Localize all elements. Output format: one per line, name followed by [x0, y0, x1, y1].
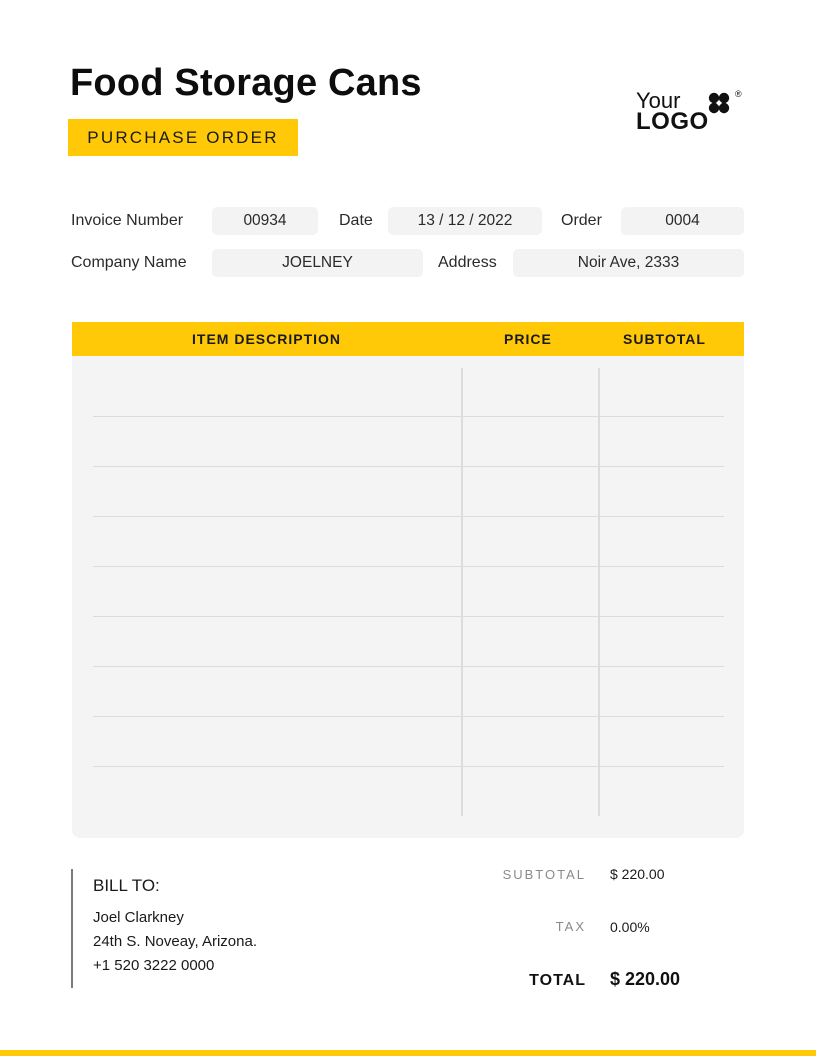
clover-icon: [707, 92, 731, 114]
header-price: PRICE: [504, 331, 552, 347]
document-title: Food Storage Cans: [70, 62, 422, 104]
logo-line-your: Your: [636, 88, 681, 113]
items-table-body: [72, 356, 744, 838]
subtotal-label: SUBTOTAL: [502, 867, 586, 882]
row-divider: [93, 416, 724, 417]
purchase-order-badge: [68, 119, 298, 156]
footer-accent-bar: [0, 1050, 816, 1056]
row-divider: [93, 516, 724, 517]
row-divider: [93, 766, 724, 767]
purchase-order-label: PURCHASE ORDER: [87, 127, 279, 147]
subtotal-value: $ 220.00: [610, 866, 665, 882]
bill-to-name: Joel Clarkney: [93, 909, 184, 926]
row-divider: [93, 466, 724, 467]
invoice-number-field[interactable]: 00934: [212, 207, 318, 235]
bill-to-heading: BILL TO:: [93, 876, 160, 895]
total-value: $ 220.00: [610, 969, 681, 989]
company-name-label: Company Name: [71, 254, 187, 271]
items-table-header: [72, 322, 744, 356]
invoice-number-label: Invoice Number: [71, 212, 184, 229]
company-name-field[interactable]: JOELNEY: [212, 249, 423, 277]
row-divider: [93, 716, 724, 717]
row-divider: [93, 666, 724, 667]
order-label: Order: [561, 212, 602, 229]
column-divider: [598, 368, 600, 816]
header-item-description: ITEM DESCRIPTION: [192, 331, 342, 347]
date-field[interactable]: 13 / 12 / 2022: [388, 207, 542, 235]
tax-label: TAX: [555, 919, 586, 934]
total-label: TOTAL: [529, 972, 586, 989]
tax-value: 0.00%: [610, 919, 650, 935]
address-label: Address: [438, 254, 497, 271]
address-field[interactable]: Noir Ave, 2333: [513, 249, 744, 277]
row-divider: [93, 566, 724, 567]
header-subtotal: SUBTOTAL: [623, 331, 706, 347]
logo-line-logo: LOGO: [636, 108, 709, 135]
company-logo: [636, 88, 748, 136]
date-label: Date: [339, 212, 373, 229]
order-field[interactable]: 0004: [621, 207, 744, 235]
bill-to-address: 24th S. Noveay, Arizona.: [93, 933, 257, 950]
row-divider: [93, 616, 724, 617]
bill-to-phone: +1 520 3222 0000: [93, 957, 215, 974]
column-divider: [461, 368, 463, 816]
bill-to-accent-bar: [71, 869, 73, 988]
registered-mark: ®: [735, 89, 742, 99]
